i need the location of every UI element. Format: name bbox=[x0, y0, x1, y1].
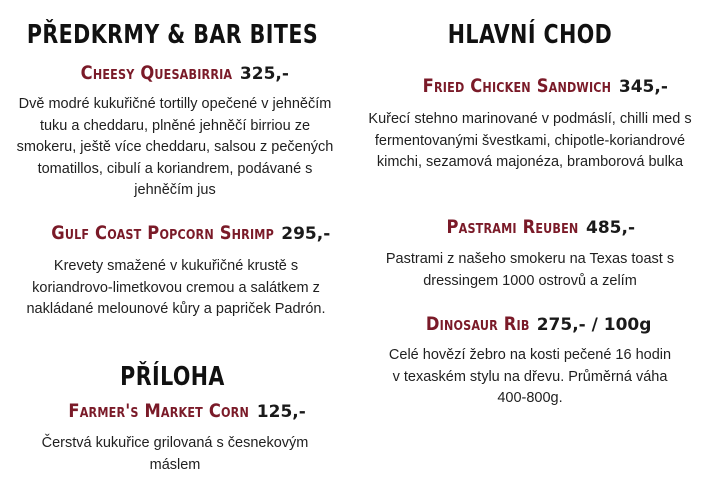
item-name: Dinosaur Rib bbox=[425, 313, 530, 335]
menu-item-header bbox=[0, 400, 345, 422]
item-description: Pastrami z našeho smokeru na Texas toast s dressingem 1000 ostrovů a zelím bbox=[385, 251, 675, 289]
menu-item-header bbox=[360, 75, 700, 97]
item-description: Dvě modré kukuřičné tortilly opečené v jehněčím tuku a cheddaru, plněné jehněčí birriou ze smokeru, ještě více cheddaru, salsou z pečených tomatillos, cibulí a koriandrem, podávané s jehněčím jus bbox=[16, 96, 334, 198]
menu-item-header bbox=[0, 62, 345, 84]
item-name: Cheesy Quesabirria bbox=[80, 62, 233, 84]
menu-item-header bbox=[0, 222, 345, 244]
item-price: 345,- bbox=[618, 77, 668, 97]
section-title-appetizers: PŘEDKRMY & BAR BITES bbox=[26, 20, 319, 50]
item-description: Celé hovězí žebro na kosti pečené 16 hodin v texaském stylu na dřevu. Průměrná váha 400-800g. bbox=[388, 347, 672, 406]
item-price: 295,- bbox=[281, 224, 331, 244]
section-title-main: HLAVNÍ CHOD bbox=[447, 20, 613, 50]
item-price: 125,- bbox=[256, 402, 306, 422]
item-name: Gulf Coast Popcorn Shrimp bbox=[50, 222, 274, 244]
item-price: 325,- bbox=[239, 64, 289, 84]
item-description: Čerstvá kukuřice grilovaná s česnekovým máslem bbox=[41, 435, 309, 473]
menu-item-header bbox=[360, 216, 700, 238]
item-description: Kuřecí stehno marinované v podmáslí, chilli med s fermentovanými švestkami, chipotle-koriandrové kimchi, sezamová majonéza, bramborová bulka bbox=[368, 111, 692, 170]
item-price: 485,- bbox=[586, 218, 635, 238]
menu-item-header bbox=[360, 313, 700, 335]
item-description: Krevety smažené v kukuřičné krustě s koriandrovo-limetkovou cremou a salátkem z nakládané melounové kůry a papriček Padrón. bbox=[26, 258, 326, 317]
item-name: Pastrami Reuben bbox=[446, 216, 579, 238]
section-title-side: PŘÍLOHA bbox=[120, 362, 225, 392]
item-name: Farmer's Market Corn bbox=[68, 400, 250, 422]
item-price: 275,- / 100g bbox=[536, 315, 652, 335]
item-name: Fried Chicken Sandwich bbox=[422, 75, 612, 97]
